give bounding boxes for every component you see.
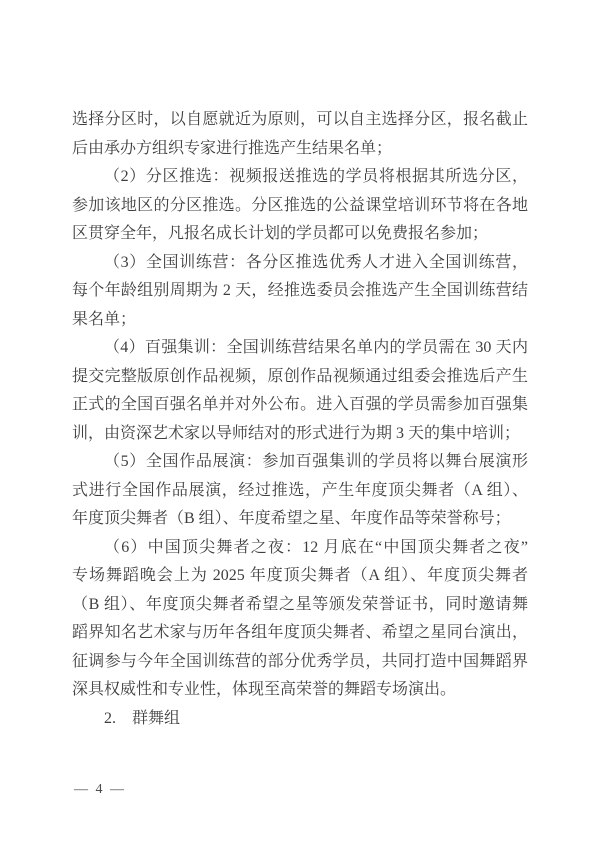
document-body [72, 106, 528, 733]
text-line: 果名单； [72, 310, 137, 328]
text-line: （3）全国训练营：各分区推选优秀人才进入全国训练营， [104, 253, 528, 271]
text-line: 正式的全国百强名单并对外公布。进入百强的学员需参加百强集 [72, 396, 528, 413]
text-line: （4）百强集训：全国训练营结果名单内的学员需在 30 天内 [104, 339, 528, 356]
text-line: 区贯穿全年，凡报名成长计划的学员都可以免费报名参加； [72, 225, 489, 242]
text-line: 2. 群舞组 [104, 709, 181, 727]
text-line: （B 组）、年度顶尖舞者希望之星等颁发荣誉证书，同时邀请舞 [72, 595, 528, 613]
text-line: （2）分区推选：视频报送推选的学员将根据其所选分区， [104, 168, 528, 185]
text-line: 年度顶尖舞者（B 组）、年度希望之星、年度作品等荣誉称号； [72, 510, 511, 527]
text-line: 蹈界知名艺术家与历年各组年度顶尖舞者、希望之星同台演出， [72, 624, 528, 641]
text-line: 提交完整版原创作品视频，原创作品视频通过组委会推选后产生 [72, 367, 528, 385]
text-line: 每个年龄组别周期为 2 天，经推选委员会推选产生全国训练营结 [72, 282, 528, 299]
text-line: 式进行全国作品展演，经过推选，产生年度顶尖舞者（A 组）、 [72, 481, 528, 499]
text-line: 后由承办方组织专家进行推选产生结果名单； [72, 139, 393, 157]
text-line: 深具权威性和专业性，体现至高荣誉的舞蹈专场演出。 [72, 681, 457, 698]
text-line: 训，由资深艺术家以导师结对的形式进行为期 3 天的集中培训； [72, 424, 521, 442]
page-footer [74, 782, 126, 798]
text-line: 专场舞蹈晚会上为 2025 年度顶尖舞者（A 组）、年度顶尖舞者 [72, 567, 528, 584]
text-line: 征调参与今年全国训练营的部分优秀学员，共同打造中国舞蹈界 [72, 652, 528, 670]
text-line: 参加该地区的分区推选。分区推选的公益课堂培训环节将在各地 [72, 196, 528, 214]
page-number: — 4 — [74, 782, 126, 797]
text-line: 选择分区时，以自愿就近为原则，可以自主选择分区，报名截止 [72, 111, 528, 128]
text-line: （5）全国作品展演：参加百强集训的学员将以舞台展演形 [104, 453, 528, 470]
text-line: （6）中国顶尖舞者之夜：12 月底在“中国顶尖舞者之夜” [104, 538, 528, 556]
